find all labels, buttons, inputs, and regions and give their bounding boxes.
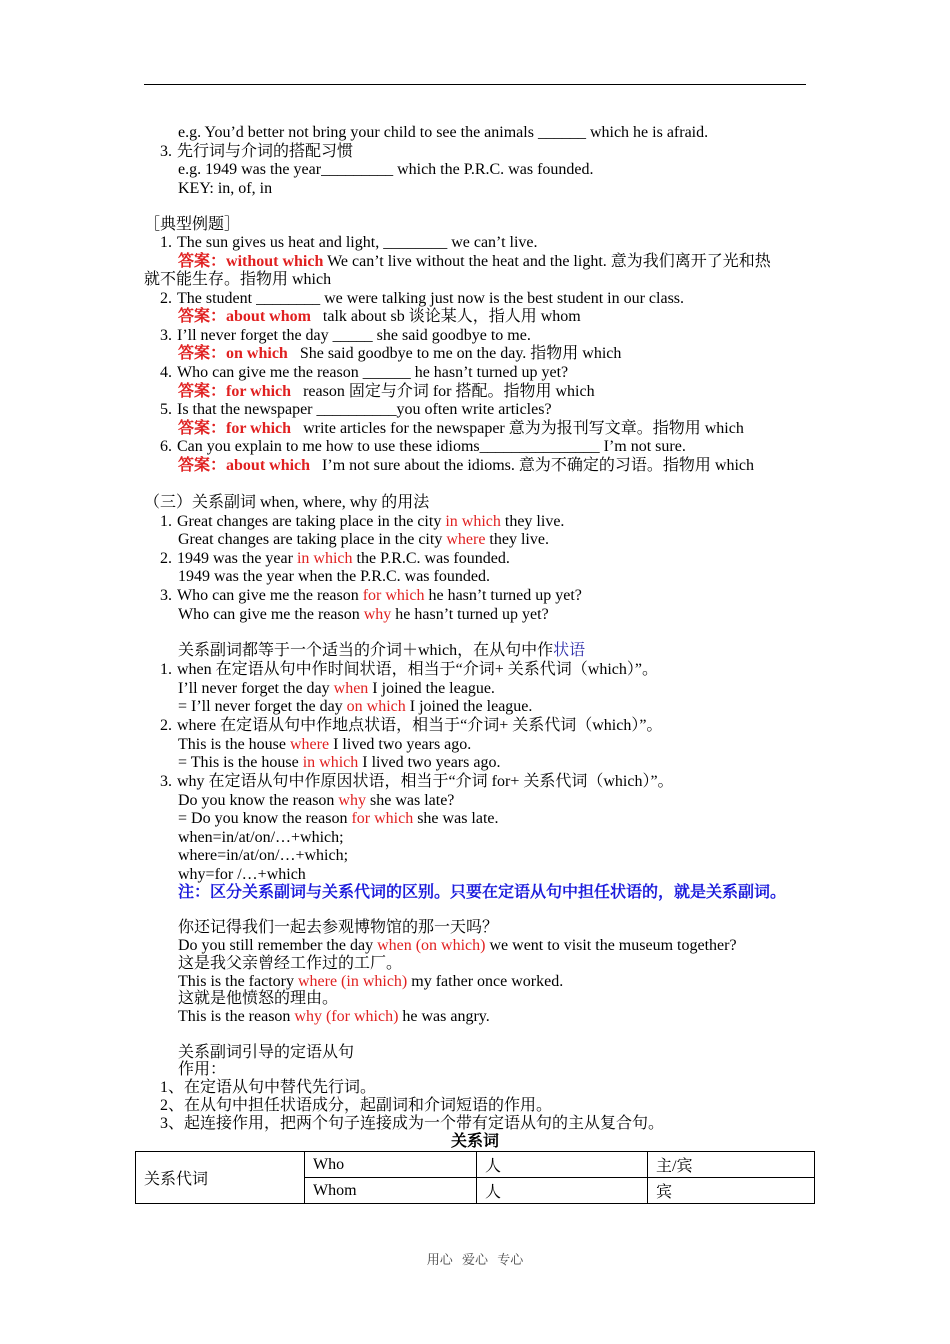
question: 1. The sun gives us heat and light, ________ we can’t live. — [160, 234, 538, 251]
list-item-line: = This is the house in which I lived two years ago. — [178, 754, 501, 771]
list-item: 1. Great changes are taking place in the city in which they live. — [160, 513, 565, 530]
example-sentence: e.g. 1949 was the year_________ which the P.R.C. was founded. — [178, 161, 594, 178]
subsection-label: 作用： — [178, 1061, 227, 1078]
note: 注：区分关系副词与关系代词的区别。只要在定语从句中担任状语的，就是关系副词。 — [178, 884, 787, 901]
list-item-line: = Do you know the reason for which she was late. — [178, 810, 499, 827]
question: 2. The student ________ we were talking just now is the best student in our class. — [160, 290, 685, 307]
list-item: 1、在定语从句中替代先行词。 — [160, 1079, 377, 1096]
answer-key: KEY: in, of, in — [178, 180, 273, 197]
formula: why=for /…+which — [178, 866, 306, 883]
list-item-line: 1949 was the year when the P.R.C. was founded. — [178, 568, 490, 585]
subsection-title: 关系副词引导的定语从句 — [178, 1044, 355, 1061]
answer: 答案：on which She said goodbye to me on the day. 指物用 which — [178, 345, 622, 362]
rule-text: 关系副词都等于一个适当的介词＋which，在从句中作状语 — [178, 642, 586, 659]
answer: 答案：for which write articles for the newspaper 意为为报刊写文章。指物用 which — [178, 420, 744, 437]
example-sentence: e.g. You’d better not bring your child to see the animals ______ which he is afraid. — [178, 124, 709, 141]
chinese-sentence: 这是我父亲曾经工作过的工厂。 — [178, 955, 403, 972]
answer: 答案：about whom talk about sb 谈论某人，指人用 whom — [178, 308, 581, 325]
list-item-line: Do you know the reason why she was late? — [178, 792, 455, 809]
question: 5. Is that the newspaper __________you often write articles? — [160, 401, 552, 418]
table-row — [136, 1152, 815, 1178]
list-item-line: This is the house where I lived two years ago. — [178, 736, 472, 753]
table-caption: 关系词 — [450, 1133, 499, 1150]
list-item-line: Great changes are taking place in the city where they live. — [178, 531, 549, 548]
section-heading: （三）关系副词 when, where, why 的用法 — [144, 494, 430, 511]
list-item: 2. 1949 was the year in which the P.R.C. was founded. — [160, 550, 510, 567]
list-item: 3、起连接作用，把两个句子连接成为一个带有定语从句的主从复合句。 — [160, 1115, 665, 1132]
page-footer: 用心 爱心 专心 — [426, 1252, 524, 1267]
relative-words-table — [135, 1151, 815, 1204]
list-item: 1. when 在定语从句中作时间状语，相当于“介词+ 关系代词（which）”。 — [160, 661, 658, 678]
answer: 答案：without which We can’t live without the heat and the light. 意为我们离开了光和热 — [178, 253, 771, 270]
table-cell: Whom — [305, 1178, 477, 1204]
chinese-sentence: 这就是他愤怒的理由。 — [178, 990, 339, 1007]
answer: 答案：for which reason 固定与介词 for 搭配。指物用 which — [178, 383, 595, 400]
question: 4. Who can give me the reason ______ he hasn’t turned up yet? — [160, 364, 569, 381]
header-rule — [144, 84, 806, 85]
table-cell: 人 — [477, 1152, 648, 1178]
list-item-line: = I’ll never forget the day on which I joined the league. — [178, 698, 533, 715]
answer: 答案：about which I’m not sure about the idioms. 意为不确定的习语。指物用 which — [178, 457, 755, 474]
list-item: 2. where 在定语从句中作地点状语，相当于“介词+ 关系代词（which）”。 — [160, 717, 663, 734]
table-cell: 宾 — [648, 1178, 815, 1204]
table-cell: 人 — [477, 1178, 648, 1204]
list-item-line: I’ll never forget the day when I joined the league. — [178, 680, 495, 697]
list-item: 3. Who can give me the reason for which he hasn’t turned up yet? — [160, 587, 582, 604]
table-cell: 主/宾 — [648, 1152, 815, 1178]
list-item-line: Who can give me the reason why he hasn’t turned up yet? — [178, 606, 549, 623]
question: 6. Can you explain to me how to use these idioms_______________ I’m not sure. — [160, 438, 686, 455]
question: 3. I’ll never forget the day _____ she said goodbye to me. — [160, 327, 531, 344]
formula: when=in/at/on/…+which; — [178, 829, 344, 846]
list-item: 3. why 在定语从句中作原因状语，相当于“介词 for+ 关系代词（which）”。 — [160, 773, 674, 790]
table-cell: Who — [305, 1152, 477, 1178]
list-item: 3. 先行词与介词的搭配习惯 — [160, 143, 354, 160]
english-sentence: This is the reason why (for which) he was angry. — [178, 1008, 490, 1025]
answer-continued: 就不能生存。指物用 which — [144, 271, 332, 288]
formula: where=in/at/on/…+which; — [178, 847, 349, 864]
section-heading: ［典型例题］ — [144, 216, 241, 233]
list-item: 2、在从句中担任状语成分，起副词和介词短语的作用。 — [160, 1097, 553, 1114]
english-sentence: Do you still remember the day when (on which) we went to visit the museum together? — [178, 937, 737, 954]
chinese-sentence: 你还记得我们一起去参观博物馆的那一天吗？ — [178, 919, 499, 936]
english-sentence: This is the factory where (in which) my father once worked. — [178, 973, 564, 990]
table-group-cell: 关系代词 — [136, 1152, 305, 1204]
